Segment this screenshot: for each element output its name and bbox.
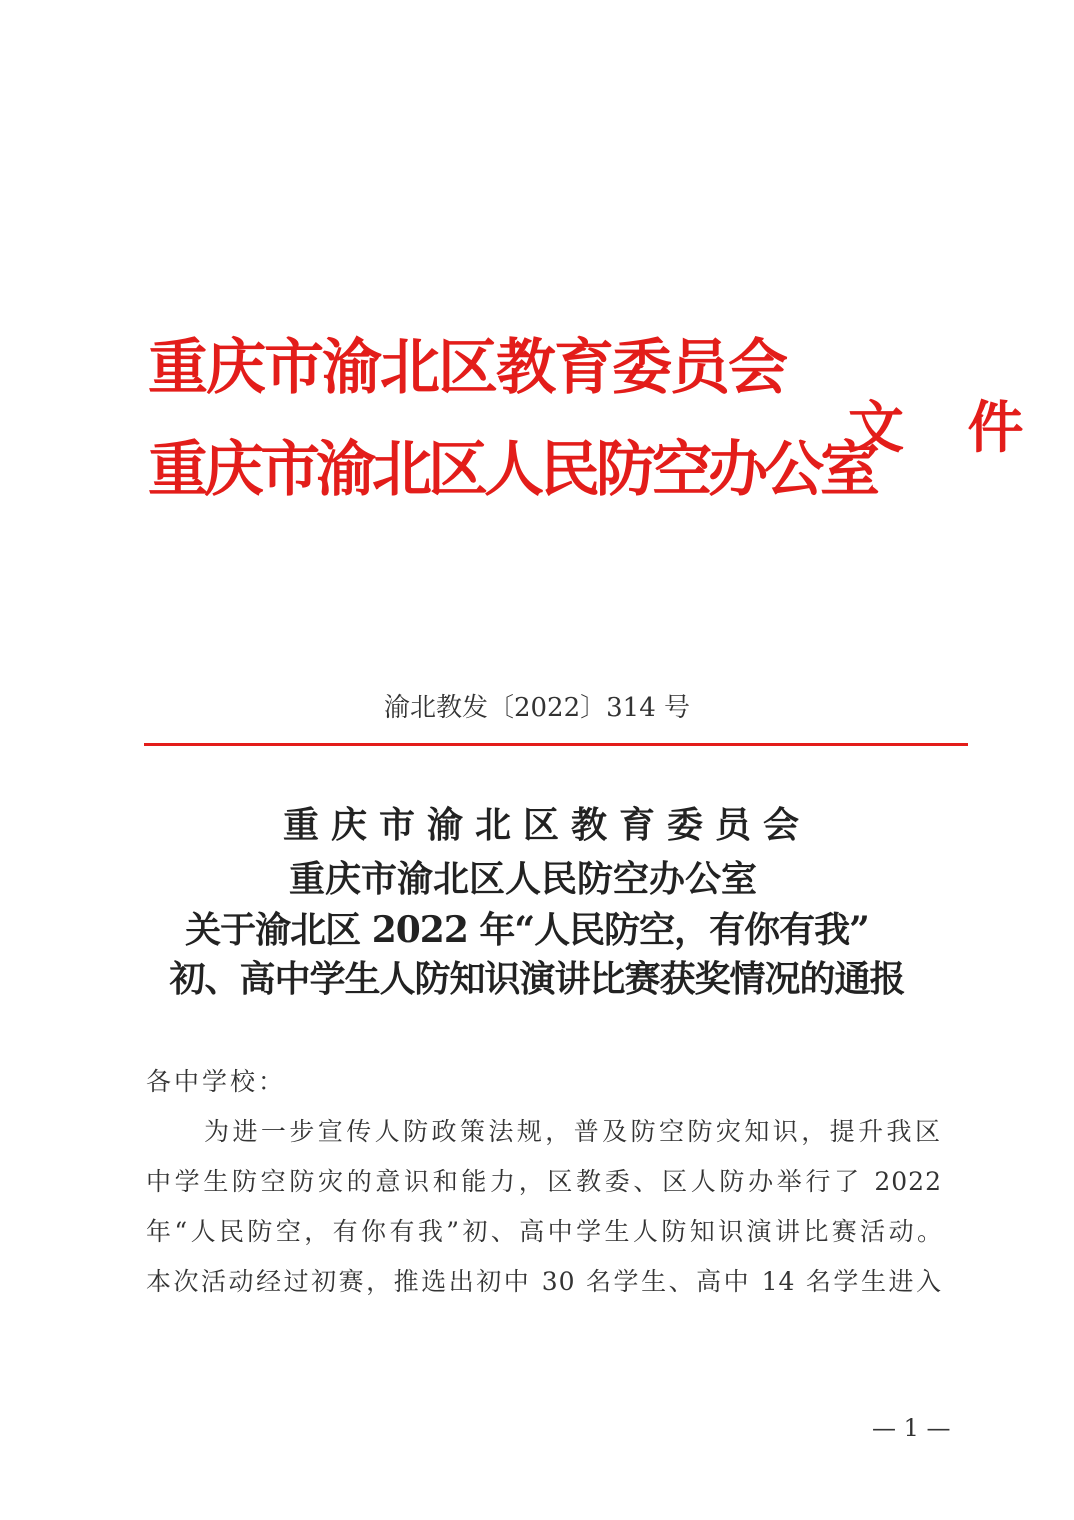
body-text-line: 为进一步宣传人防政策法规，普及防空防灾知识，提升我区	[204, 1117, 942, 1146]
title-line-2: 重庆市渝北区人民防空办公室	[288, 858, 757, 900]
body-text-line: 年“人民防空，有你有我”初、高中学生人防知识演讲比赛活动。	[146, 1217, 942, 1246]
page-number: — 1 —	[872, 1414, 951, 1442]
title-line-4: 初、高中学生人防知识演讲比赛获奖情况的通报	[169, 958, 905, 1000]
issuing-org-civil-defense-office: 重庆市渝北区人民防空办公室	[148, 435, 876, 505]
document-number: 渝北教发〔2022〕314 号	[383, 693, 691, 723]
salutation: 各中学校：	[146, 1067, 287, 1096]
issuing-org-education-committee: 重庆市渝北区教育委员会	[148, 333, 786, 403]
body-text-line: 本次活动经过初赛，推选出初中 30 名学生、高中 14 名学生进入	[146, 1267, 942, 1296]
title-line-1: 重庆市渝北区教育委员会	[282, 804, 811, 846]
document-type-label: 文 件	[848, 395, 1046, 461]
title-line-3: 关于渝北区 2022 年“人民防空，有你有我”	[185, 909, 869, 951]
body-text-line: 中学生防空防灾的意识和能力，区教委、区人防办举行了 2022	[146, 1167, 942, 1196]
red-divider-line	[144, 743, 968, 746]
